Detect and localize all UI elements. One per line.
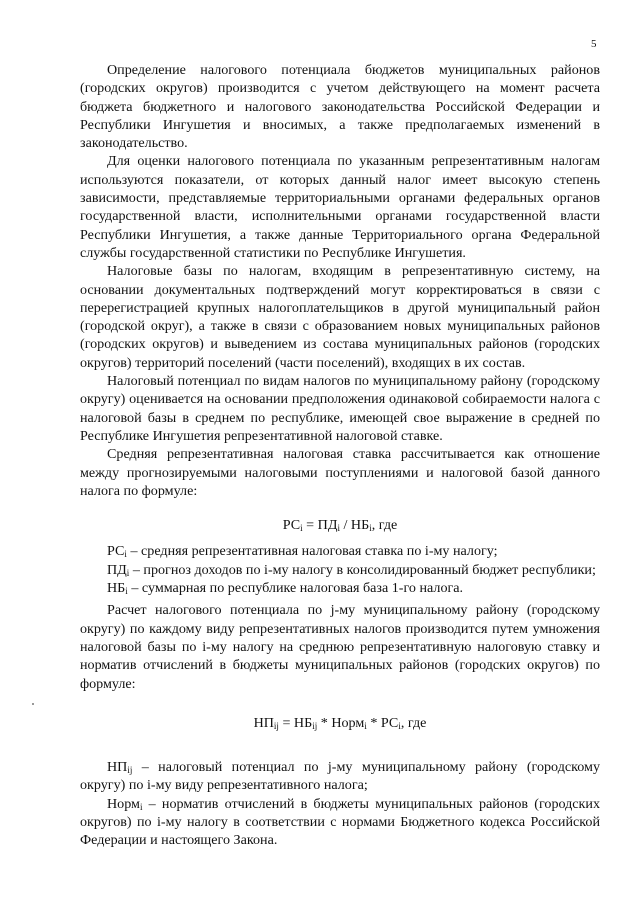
formula-average-rate: $РС_i = ПД_i / НБ_i$, где: [282, 517, 398, 534]
definition-rc: $РС_i$ – средняя репрезентативная налоговая ставка по i-му налогу;: [107, 543, 498, 560]
paragraph-tax-potential-estimate: Налоговый потенциал по видам налогов по муниципальному району (городскому округу) оценивается на основании предположения одинаковой собираемости налога с налоговой базы в среднем по республике, имеющей свое выражение в средней по Республике Ингушетия репрезентативной налоговой ставке.: [80, 373, 600, 444]
definition-norm: Норм$_i$ – норматив отчислений в бюджеты муниципальных районов (городских округов) по i-му налогу в соответствии с нормами Бюджетного кодекса Российской Федерации и настоящего Закона.: [80, 795, 600, 849]
formula-tax-potential: $НП_{ij} = НБ_{ij}$ * Норм$_i$ * $РС_i$, где: [253, 714, 427, 731]
document-body: [80, 61, 600, 850]
definition-nb: $НБ_i$ – суммарная по республике налоговая база 1-го налога.: [107, 580, 464, 597]
paragraph-tax-potential-definition: Определение налогового потенциала бюджетов муниципальных районов (городских округов) производится с учетом действующего на момент расчета бюджета бюджетного и налогового законодательства Российской Федерации и Республики Ингушетия и вносимых, а также предполагаемых изменений в законодательство.: [80, 62, 600, 152]
paragraph-tax-bases: Налоговые базы по налогам, входящим в репрезентативную систему, на основании документальных подтверждений могут корректироваться в связи с перерегистрацией крупных налогоплательщиков в другой муниципальный район (городской округ), а также в связи с образованием новых муниципальных районов (городских округов) и выведением из состава муниципальных районов (городских округов) территорий поселений (части поселений), входящих в их состав.: [80, 263, 600, 371]
margin-dot: [32, 703, 34, 705]
page-number: 5: [591, 38, 597, 50]
paragraph-potential-calculation: Расчет налогового потенциала по j-му муниципальному району (городскому округу) по каждому виду репрезентативных налогов производится путем умножения налоговой базы по i-му налогу на среднюю репрезентативную налоговую ставку и норматив отчислений в бюджеты муниципальных районов (городских округов) по формуле:: [80, 602, 600, 692]
definition-pd: $ПД_i$ – прогноз доходов по i-му налогу в консолидированный бюджет республики;: [107, 561, 596, 578]
paragraph-indicators: Для оценки налогового потенциала по указанным репрезентативным налогам используются показатели, от которых данный налог имеет высокую степень зависимости, представляемые территориальными органами федеральных органов государственной власти, исполнительными органами государственной власти Республики Ингушетия, а также данные Территориального органа Федеральной службы государственной статистики по Республике Ингушетия.: [80, 153, 600, 261]
paragraph-average-rate: Средняя репрезентативная налоговая ставка рассчитывается как отношение между прогнозируемыми налоговыми поступлениями и налоговой базой данного налога по формуле:: [80, 446, 600, 499]
definition-np: $НП_{ij}$ – налоговый потенциал по j-му муниципальному району (городскому округу) по i-му виду репрезентативного налога;: [80, 759, 600, 794]
